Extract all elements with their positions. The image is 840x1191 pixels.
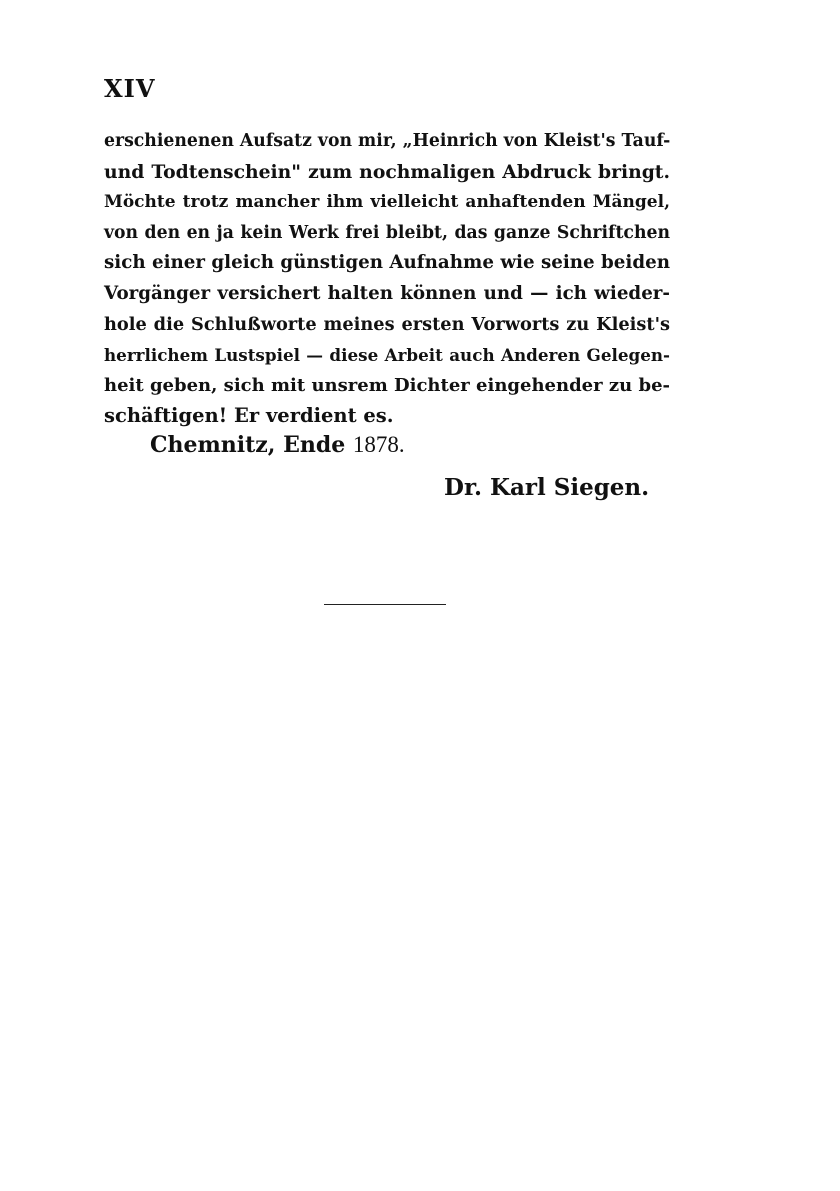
text-line: herrlichem Lustspiel — diese Arbeit auch Anderen Gelegen-: [104, 345, 670, 366]
text-line: schäftigen! Er verdient es.: [104, 404, 394, 428]
text-line: von den en ja kein Werk frei bleibt, das ganze Schriftchen: [104, 222, 670, 243]
text-line: sich einer gleich günstigen Aufnahme wie seine beiden: [104, 252, 670, 274]
text-line: hole die Schlußworte meines ersten Vorworts zu Kleist's: [104, 313, 670, 335]
year-text: 1878.: [352, 432, 405, 457]
page-number: XIV: [104, 74, 156, 103]
place-and-date: [150, 432, 405, 458]
text-line: erschienenen Aufsatz von mir, „Heinrich von Kleist's Tauf-: [104, 131, 671, 151]
section-divider: [324, 604, 446, 605]
author-signature: Dr. Karl Siegen.: [444, 474, 650, 501]
place-text: Chemnitz, Ende: [150, 432, 346, 458]
text-line: heit geben, sich mit unsrem Dichter eingehender zu be-: [104, 374, 670, 396]
text-line: Möchte trotz mancher ihm vielleicht anhaftenden Mängel,: [104, 192, 670, 213]
text-line: und Todtenschein" zum nochmaligen Abdruck bringt.: [104, 160, 670, 183]
text-line: Vorgänger versichert halten können und — ich wieder-: [104, 282, 670, 304]
body-paragraph: [104, 126, 670, 432]
